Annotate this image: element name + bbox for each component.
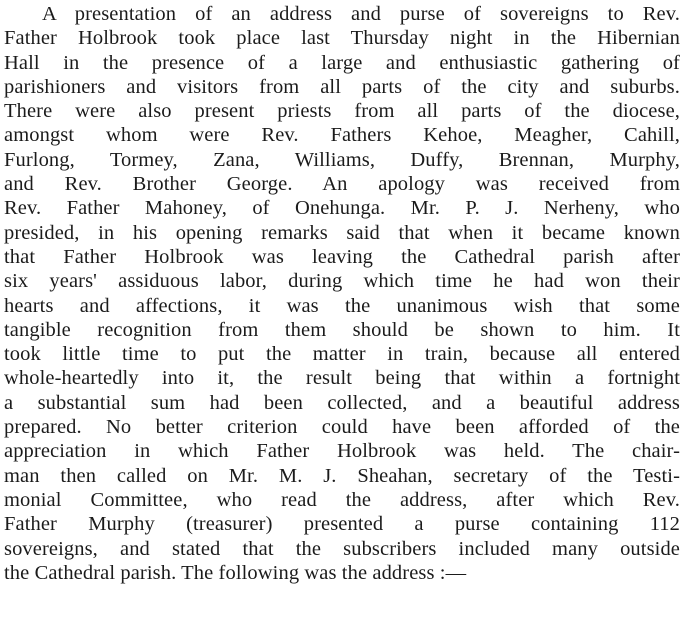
text-line: Father Murphy (treasurer) presented a purse containing 112 xyxy=(4,513,680,536)
text-line: and Rev. Brother George. An apology was received from xyxy=(4,173,680,196)
text-line: that Father Holbrook was leaving the Cathedral parish after xyxy=(4,245,680,268)
text-line: There were also present priests from all parts of the diocese, xyxy=(4,100,680,123)
text-line: prepared. No better criterion could have been afforded of the xyxy=(4,416,680,439)
text-line: parishioners and visitors from all parts of the city and suburbs. xyxy=(4,75,680,98)
text-line: took little time to put the matter in train, because all entered xyxy=(4,343,680,366)
text-line: appreciation in which Father Holbrook was held. The chair- xyxy=(4,440,680,463)
text-line: six years' assiduous labor, during which time he had won their xyxy=(4,270,680,293)
text-line: sovereigns, and stated that the subscribers included many outside xyxy=(4,537,680,560)
text-line: presided, in his opening remarks said that when it became known xyxy=(4,221,680,244)
text-line: Furlong, Tormey, Zana, Williams, Duffy, Brennan, Murphy, xyxy=(4,148,680,171)
text-line: man then called on Mr. M. J. Sheahan, secretary of the Testi- xyxy=(4,464,680,487)
text-line: the Cathedral parish. The following was the address :— xyxy=(4,561,467,584)
text-line: Rev. Father Mahoney, of Onehunga. Mr. P. J. Nerheny, who xyxy=(4,197,680,220)
text-line: a substantial sum had been collected, and a beautiful address xyxy=(4,391,680,414)
text-line: monial Committee, who read the address, after which Rev. xyxy=(4,488,680,511)
text-line: Hall in the presence of a large and enthusiastic gathering of xyxy=(4,51,680,74)
text-line: A presentation of an address and purse of sovereigns to Rev. xyxy=(42,3,680,25)
text-line: hearts and affections, it was the unanimous wish that some xyxy=(4,294,680,317)
text-line: tangible recognition from them should be shown to him. It xyxy=(4,318,680,341)
text-line: amongst whom were Rev. Fathers Kehoe, Meagher, Cahill, xyxy=(4,124,680,147)
text-line: whole-heartedly into it, the result being that within a fortnight xyxy=(4,367,680,390)
article-body xyxy=(4,0,682,585)
text-line: Father Holbrook took place last Thursday night in the Hibernian xyxy=(4,27,680,50)
